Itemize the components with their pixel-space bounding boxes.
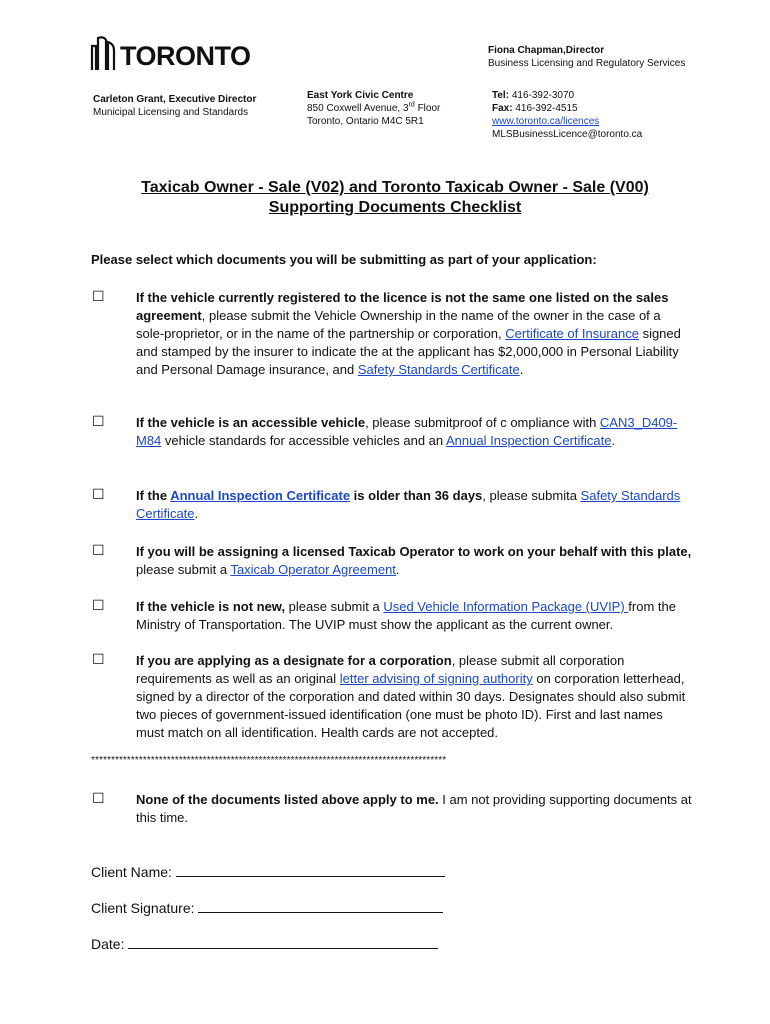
website-link[interactable]: www.toronto.ca/licences [492,116,600,127]
exec-director-block [93,93,256,119]
intro-text: Please select which documents you will be submitting as part of your application: [91,252,597,267]
email-text: MLSBusinessLicence@toronto.ca [492,129,643,140]
checkbox[interactable]: ☐ [92,543,105,559]
director-block [488,44,685,70]
date-field [91,934,438,952]
checkbox[interactable]: ☐ [92,652,105,668]
signing-authority-link[interactable]: letter advising of signing authority [339,671,533,686]
checkbox[interactable]: ☐ [92,289,105,305]
client-signature-field [91,898,443,916]
checklist-item-inspection-age: ☐ If the Annual Inspection Certificate is older than 36 days, please submita Safety Standards Certificate. [92,487,681,521]
city-hall-icon [90,36,116,70]
taxicab-operator-agreement-link[interactable]: Taxicab Operator Agreement [230,562,396,577]
director-name: Fiona Chapman,Director [488,45,605,56]
client-signature-line[interactable] [198,898,443,913]
exec-name: Carleton Grant, Executive Director [93,94,257,105]
safety-standards-link[interactable]: Safety Standards Certificate [357,362,520,377]
director-dept: Business Licensing and Regulatory Services [488,58,686,69]
address-name: East York Civic Centre [307,90,414,101]
checkbox[interactable]: ☐ [92,487,105,503]
toronto-logo [90,34,251,70]
exec-dept: Municipal Licensing and Standards [93,107,249,118]
address-line1: 850 Coxwell Avenue, 3rd Floor [307,101,441,114]
checklist-item-taxicab-operator: ☐ If you will be assigning a licensed Taxicab Operator to work on your behalf with this plate, please submit a Taxicab Operator Agreement. [92,543,692,577]
client-name-label: Client Name: [91,864,176,880]
checkbox[interactable]: ☐ [92,414,105,430]
checklist-item-vehicle-registration: ☐ If the vehicle currently registered to the licence is not the same one listed on the sales agreement, please submit the Vehicle Ownership in the name of the owner in the case of a sole-proprietor, or in the name of the partnership or corporation, Certificate of Insurance signed and stamped by the insurer to indicate the at the applicant has $2,000,000 in Personal Liability and Personal Damage insurance, and Safety Standards Certificate. [92,289,681,377]
checkbox[interactable]: ☐ [92,791,105,807]
date-line[interactable] [128,934,438,949]
address-block [307,89,440,128]
fax-line: Fax: 416-392-4515 [492,103,578,114]
date-label: Date: [91,936,129,952]
address-line2: Toronto, Ontario M4C 5R1 [307,116,424,127]
annual-inspection-link[interactable]: Annual Inspection Certificate [170,488,351,503]
contact-block [492,89,642,141]
checklist-item-used-vehicle: ☐ If the vehicle is not new, please submit a Used Vehicle Information Package (UVIP) from the Ministry of Transportation. The UVIP must show the applicant as the current owner. [92,598,676,632]
client-name-line[interactable] [176,862,445,877]
logo-wordmark: TORONTO [120,41,251,71]
title-line2: Supporting Documents Checklist [268,199,522,216]
title-line1: Taxicab Owner - Sale (V02) and Toronto Taxicab Owner - Sale (V00) [141,179,649,196]
client-signature-label: Client Signature: [91,900,199,916]
checklist-item-accessible-vehicle: ☐ If the vehicle is an accessible vehicle, please submitproof of c ompliance with CAN3_D409-M84 vehicle standards for accessible vehicles and an Annual Inspection Certificate. [92,414,678,448]
safety-standards-link[interactable]: Safety Standards Certificate [136,488,681,521]
checklist-item-none: ☐ None of the documents listed above apply to me. I am not providing supporting documents at this time. [92,791,692,825]
checkbox[interactable]: ☐ [92,598,105,614]
can3-standard-link[interactable]: CAN3_D409-M84 [136,415,678,448]
tel-line: Tel: 416-392-3070 [492,90,575,101]
separator: ***************************************************************************************** [91,755,447,766]
annual-inspection-link[interactable]: Annual Inspection Certificate [446,433,612,448]
client-name-field [91,862,445,880]
certificate-of-insurance-link[interactable]: Certificate of Insurance [505,326,639,341]
page-title [0,178,770,218]
checklist-item-corporation-designate: ☐ If you are applying as a designate for a corporation, please submit all corporation requirements as well as an original letter advising of signing authority on corporation letterhead, signed by a director of the corporation and dated within 30 days. Designates should also submit two pieces of government-issued identification (one must be photo ID). First and last names must match on all identification. Health cards are not accepted. [92,652,686,740]
uvip-link[interactable]: Used Vehicle Information Package (UVIP) [383,599,629,614]
